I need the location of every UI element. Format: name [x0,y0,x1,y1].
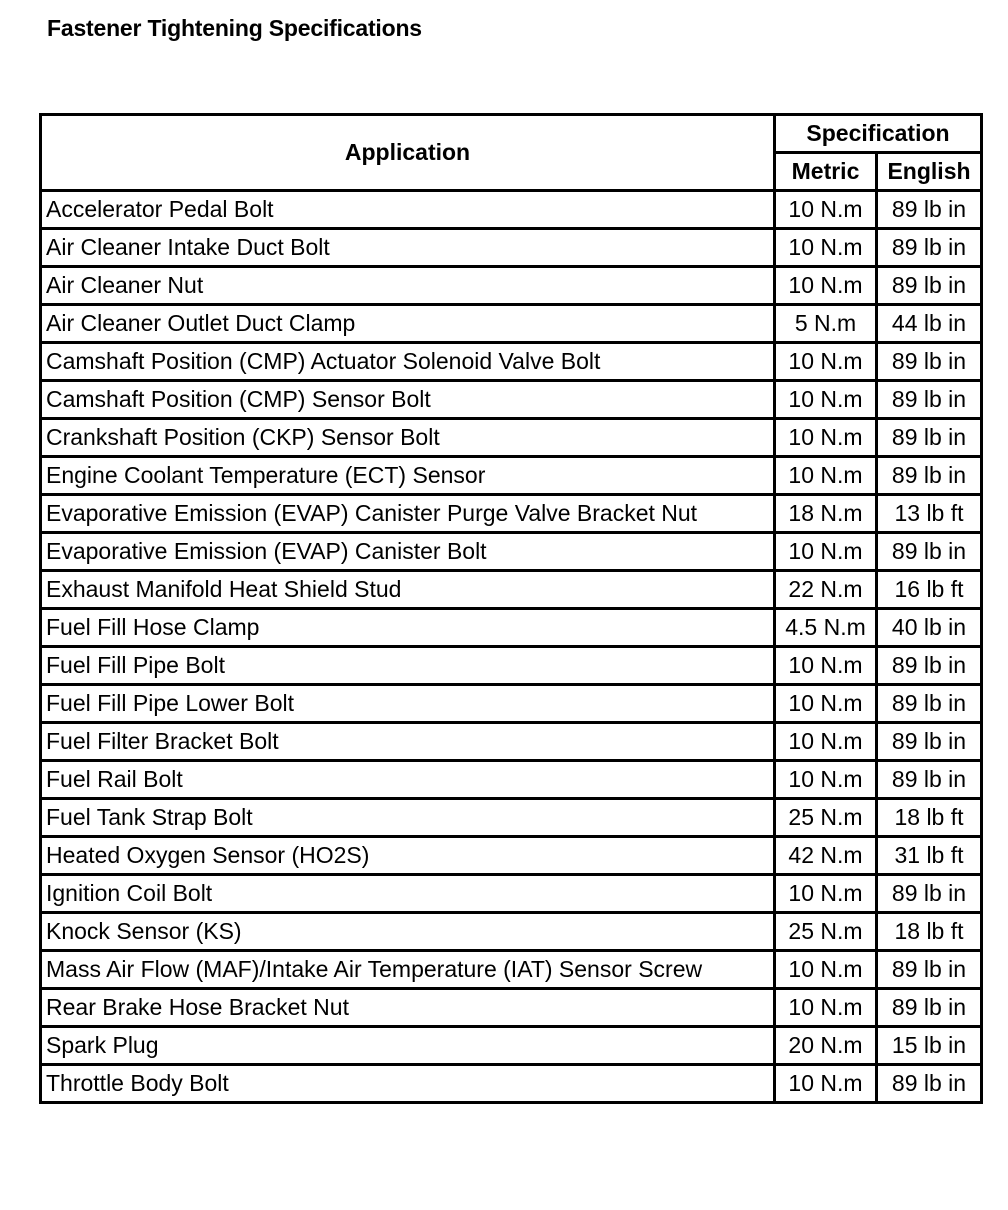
table-row [41,343,982,381]
cell-english: 89 lb in [877,419,982,457]
cell-english: 89 lb in [877,1065,982,1103]
table-row [41,457,982,495]
cell-application: Air Cleaner Intake Duct Bolt [41,229,775,267]
header-specification: Specification [775,115,982,153]
table-row [41,761,982,799]
table-row [41,609,982,647]
table-row [41,571,982,609]
cell-metric: 22 N.m [775,571,877,609]
cell-application: Fuel Fill Pipe Lower Bolt [41,685,775,723]
cell-english: 89 lb in [877,761,982,799]
cell-metric: 42 N.m [775,837,877,875]
cell-application: Air Cleaner Nut [41,267,775,305]
cell-application: Fuel Tank Strap Bolt [41,799,775,837]
cell-english: 89 lb in [877,533,982,571]
cell-metric: 10 N.m [775,647,877,685]
table-body [41,191,982,1103]
cell-application: Fuel Fill Pipe Bolt [41,647,775,685]
cell-metric: 10 N.m [775,761,877,799]
cell-english: 89 lb in [877,229,982,267]
cell-application: Accelerator Pedal Bolt [41,191,775,229]
cell-metric: 10 N.m [775,419,877,457]
cell-application: Ignition Coil Bolt [41,875,775,913]
cell-application: Camshaft Position (CMP) Sensor Bolt [41,381,775,419]
cell-english: 89 lb in [877,685,982,723]
table-row [41,989,982,1027]
cell-application: Spark Plug [41,1027,775,1065]
cell-application: Fuel Filter Bracket Bolt [41,723,775,761]
cell-metric: 10 N.m [775,989,877,1027]
table-row [41,647,982,685]
table-row [41,305,982,343]
cell-english: 89 lb in [877,989,982,1027]
cell-application: Fuel Rail Bolt [41,761,775,799]
cell-english: 89 lb in [877,875,982,913]
table-row [41,685,982,723]
cell-english: 13 lb ft [877,495,982,533]
cell-application: Fuel Fill Hose Clamp [41,609,775,647]
cell-application: Engine Coolant Temperature (ECT) Sensor [41,457,775,495]
cell-metric: 10 N.m [775,685,877,723]
table-row [41,951,982,989]
cell-application: Knock Sensor (KS) [41,913,775,951]
table-header [41,115,982,191]
cell-english: 44 lb in [877,305,982,343]
table-row [41,1027,982,1065]
table-row [41,799,982,837]
cell-english: 89 lb in [877,267,982,305]
cell-english: 31 lb ft [877,837,982,875]
cell-application: Rear Brake Hose Bracket Nut [41,989,775,1027]
cell-english: 18 lb ft [877,913,982,951]
cell-english: 89 lb in [877,723,982,761]
cell-english: 89 lb in [877,951,982,989]
cell-application: Exhaust Manifold Heat Shield Stud [41,571,775,609]
cell-english: 16 lb ft [877,571,982,609]
cell-metric: 10 N.m [775,533,877,571]
page-title: Fastener Tightening Specifications [47,15,422,41]
cell-english: 89 lb in [877,191,982,229]
cell-metric: 10 N.m [775,951,877,989]
cell-metric: 10 N.m [775,723,877,761]
table-row [41,1065,982,1103]
cell-application: Camshaft Position (CMP) Actuator Solenoid Valve Bolt [41,343,775,381]
table-row [41,723,982,761]
cell-application: Evaporative Emission (EVAP) Canister Bolt [41,533,775,571]
cell-english: 18 lb ft [877,799,982,837]
fastener-spec-table [39,113,983,1104]
table-row [41,495,982,533]
cell-metric: 10 N.m [775,229,877,267]
table-row [41,875,982,913]
cell-metric: 20 N.m [775,1027,877,1065]
cell-application: Throttle Body Bolt [41,1065,775,1103]
cell-application: Crankshaft Position (CKP) Sensor Bolt [41,419,775,457]
cell-application: Mass Air Flow (MAF)/Intake Air Temperature (IAT) Sensor Screw [41,951,775,989]
table-row [41,267,982,305]
cell-english: 89 lb in [877,647,982,685]
table-row [41,533,982,571]
cell-metric: 10 N.m [775,1065,877,1103]
cell-english: 89 lb in [877,381,982,419]
cell-english: 15 lb in [877,1027,982,1065]
cell-metric: 10 N.m [775,343,877,381]
table-row [41,229,982,267]
cell-metric: 10 N.m [775,191,877,229]
table-row [41,913,982,951]
table-row [41,191,982,229]
cell-application: Air Cleaner Outlet Duct Clamp [41,305,775,343]
cell-metric: 10 N.m [775,875,877,913]
cell-english: 89 lb in [877,343,982,381]
cell-metric: 5 N.m [775,305,877,343]
cell-metric: 10 N.m [775,381,877,419]
cell-metric: 4.5 N.m [775,609,877,647]
header-metric: Metric [775,153,877,191]
cell-english: 89 lb in [877,457,982,495]
cell-metric: 18 N.m [775,495,877,533]
table-row [41,381,982,419]
header-application: Application [41,115,775,191]
table-row [41,419,982,457]
cell-metric: 10 N.m [775,457,877,495]
cell-metric: 10 N.m [775,267,877,305]
cell-metric: 25 N.m [775,913,877,951]
header-english: English [877,153,982,191]
cell-english: 40 lb in [877,609,982,647]
table-row [41,837,982,875]
cell-application: Evaporative Emission (EVAP) Canister Purge Valve Bracket Nut [41,495,775,533]
cell-application: Heated Oxygen Sensor (HO2S) [41,837,775,875]
cell-metric: 25 N.m [775,799,877,837]
